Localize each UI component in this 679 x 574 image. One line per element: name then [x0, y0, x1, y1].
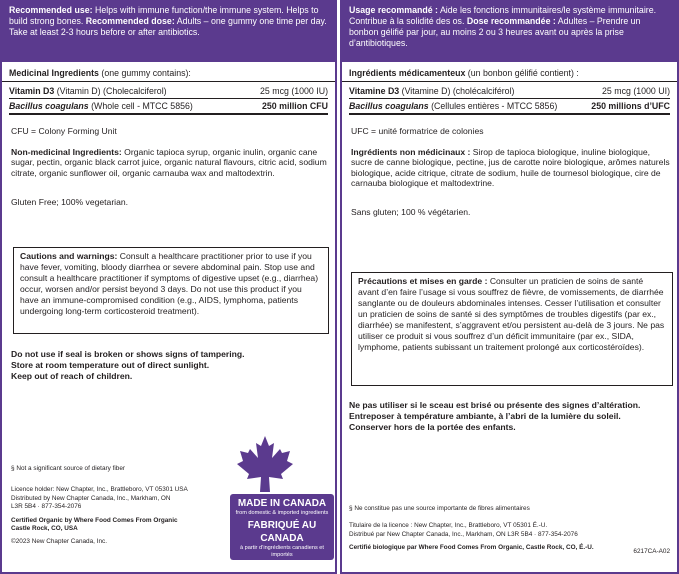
ingredient-name: Vitamine D3: [349, 86, 400, 96]
fabrique-au-canada-text: FABRIQUÉ AU CANADA: [247, 520, 317, 544]
ingredient-row: [349, 85, 670, 99]
ingredient-amount: 250 millions d’UFC: [591, 101, 670, 111]
storage-instruction: Entreposer à température ambiante, à l’abri de la lumière du soleil.: [349, 411, 621, 421]
storage-warnings-fr: [349, 400, 640, 433]
nonmed-text: Sirop de tapioca biologique, inuline biologique, sucre de canne biologique, pectine, jus de carotte noire biologique, arômes naturels biologique, acide citrique, citrate de sodium, huile de tournesol biologique, cire de carnauba biologique et maltodextrine.: [351, 147, 670, 189]
med-title-bold: Ingrédients médicamenteux: [349, 68, 466, 78]
organic-certification: Certified Organic by Where Food Comes From Organic: [11, 516, 178, 524]
storage-warnings: [11, 349, 245, 382]
ingredient-amount: 25 mcg (1000 UI): [602, 86, 670, 96]
cautions-box: [13, 247, 329, 334]
ingredient-amount: 25 mcg (1000 IU): [260, 86, 328, 96]
med-title-rest: (one gummy contains):: [98, 68, 191, 78]
product-code: 6217CA-A02: [633, 548, 670, 555]
rec-dose-label: Dose recommandée :: [466, 16, 556, 26]
ingredient-row: [9, 100, 328, 115]
copyright: ©2023 New Chapter Canada, Inc.: [11, 537, 108, 545]
rec-use-text: Helps with immune function/the immune system. Helps to build strong bones.: [9, 5, 319, 26]
ingredient-detail: (Whole cell - MTCC 5856): [88, 101, 193, 111]
gluten-free-note-fr: Sans gluten; 100 % végétarien.: [351, 207, 471, 217]
ingredient-detail: (Vitamin D) (Cholecalciferol): [54, 86, 167, 96]
cautions-label: Cautions and warnings:: [20, 251, 118, 261]
ingredient-name: Bacillus coagulans: [9, 101, 89, 111]
fiber-footnote: § Not a significant source of dietary fiber: [11, 465, 126, 472]
english-panel: [0, 0, 337, 574]
maple-leaf-icon: [230, 434, 300, 494]
rec-dose-text: Adultes – Prendre un bonbon gélifié par jour, au moins 2 ou 3 heures avant ou après la prise d’antibiotiques.: [349, 16, 641, 48]
organic-certification-location: Castle Rock, CO, USA: [11, 525, 78, 533]
ufc-note: UFC = unité formatrice de colonies: [351, 126, 484, 136]
storage-instruction: Store at room temperature out of direct sunlight.: [11, 360, 210, 370]
children-warning: Conserver hors de la portée des enfants.: [349, 422, 516, 432]
rec-dose-label: Recommended dose:: [85, 16, 175, 26]
made-in-canada-text: MADE IN CANADA: [237, 498, 327, 509]
legal-info: [11, 486, 221, 547]
medicinal-ingredients-title: [2, 64, 335, 82]
cautions-text: Consult a healthcare practitioner prior to use if you have fever, vomiting, bloody diarrhea or severe abdominal pain. Stop use and consult a healthcare practitioner if symptoms of digestive upset (e.g., diarrhea) occur, worsen and/or persist beyond 3 days. Do not use this product if you have an immune-compromised condition (e.g., AIDS, lymphoma, patients undergoing long-term corticosteroid treatment).: [20, 251, 319, 316]
nonmed-label: Ingrédients non médicinaux :: [351, 147, 471, 157]
ingredient-detail: (Cellules entières - MTCC 5856): [428, 101, 558, 111]
fabrique-au-canada-subtext: à partir d’ingrédients canadiens et importés: [240, 545, 324, 558]
french-panel: [340, 0, 679, 574]
nonmed-label: Non-medicinal Ingredients:: [11, 147, 122, 157]
nonmedicinal-ingredients: [11, 147, 331, 178]
seal-warning: Ne pas utiliser si le sceau est brisé ou présente des signes d’altération.: [349, 400, 641, 410]
med-title-bold: Medicinal Ingredients: [9, 68, 99, 78]
distributor-contact: L3R 5B4 · 877-354-2076: [11, 503, 82, 511]
cautions-label: Précautions et mises en garde :: [358, 276, 488, 286]
made-in-canada-badge: [230, 494, 334, 560]
ingredient-name: Bacillus coagulans: [349, 101, 429, 111]
recommended-use-band: [2, 2, 335, 62]
ingredient-row: [9, 85, 328, 99]
distributor: Distributed by New Chapter Canada, Inc., Markham, ON: [11, 494, 171, 502]
rec-use-label: Usage recommandé :: [349, 5, 438, 15]
cautions-text: Consulter un praticien de soins de santé avant d’en faire l’usage si vous souffrez de fièvre, de vomissements, de diarrhée sanglante ou de douleurs abdominales intenses. Cesser l’utilisation et consulter un praticien de soins de santé si des symptômes de troubles digestifs (par ex., diarrhée) se manifestent, s’aggravent et/ou persistent au-delà de 3 jours. Ne pas utiliser ce produit si vous souffrez d’un déficit immunitaire (par ex., SIDA, lymphome, patients subissant un traitement prolongé aux corticostéroïdes).: [358, 276, 665, 352]
licence-holder: Licence holder: New Chapter, Inc., Brattleboro, VT 05301 USA: [11, 486, 188, 493]
nonmedicinal-ingredients-fr: [351, 147, 671, 189]
nonmed-text: Organic tapioca syrup, organic inulin, organic cane sugar, pectin, organic black carrot juice, organic natural flavours, citric acid, sodium citrate, organic sunflower oil, organic carnauba wax and maltodextrin.: [11, 147, 327, 178]
ingredient-amount: 250 million CFU: [262, 101, 328, 111]
ingredient-row: [349, 100, 670, 115]
licence-holder: Titulaire de la licence : New Chapter, Inc., Brattleboro, VT 05301 É.-U.: [349, 522, 548, 529]
rec-use-text: Aide les fonctions immunitaires/le système immunitaire. Contribue à la solidité des os.: [349, 5, 657, 26]
fiber-footnote-fr: § Ne constitue pas une source importante de fibres alimentaires: [349, 505, 530, 512]
recommended-use-band-fr: [342, 2, 677, 62]
distributor: Distribué par New Chapter Canada, Inc., Markham, ON L3R 5B4 · 877-354-2076: [349, 530, 578, 538]
medicinal-ingredients-title-fr: [342, 64, 677, 82]
legal-info-fr: [349, 522, 669, 553]
seal-warning: Do not use if seal is broken or shows signs of tampering.: [11, 349, 245, 359]
ingredient-detail: (Vitamine D) (cholécalciférol): [399, 86, 515, 96]
made-in-canada-subtext: from domestic & imported ingredients: [235, 510, 329, 516]
gluten-free-note: Gluten Free; 100% vegetarian.: [11, 197, 129, 207]
cautions-box-fr: [351, 272, 673, 386]
med-title-rest: (un bonbon gélifié contient) :: [465, 68, 579, 78]
cfu-note: CFU = Colony Forming Unit: [11, 126, 117, 136]
children-warning: Keep out of reach of children.: [11, 371, 133, 381]
rec-dose-text: Adults – one gummy one time per day. Take at least 2-3 hours before or after antibiotics.: [9, 16, 327, 37]
ingredient-name: Vitamin D3: [9, 86, 55, 96]
organic-certification: Certifié biologique par Where Food Comes From Organic, Castle Rock, CO, É.-U.: [349, 544, 594, 552]
rec-use-label: Recommended use:: [9, 5, 93, 15]
